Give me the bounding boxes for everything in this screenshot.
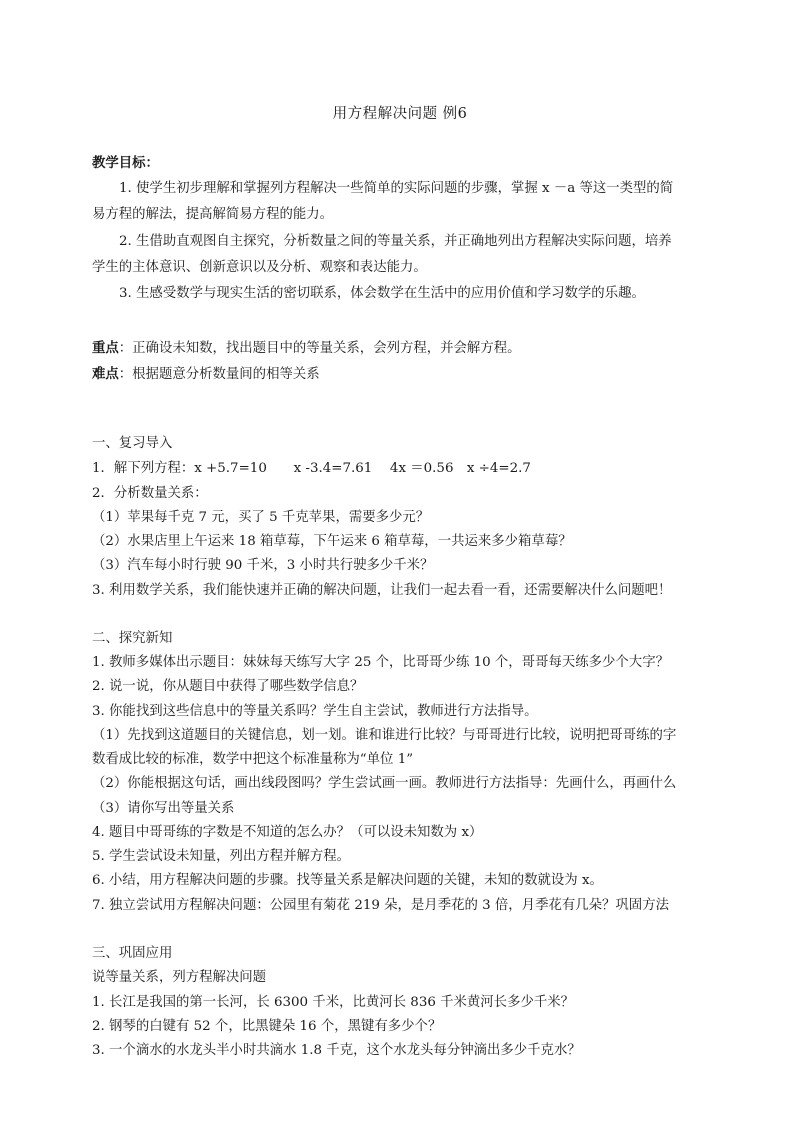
objectives-heading: 教学目标： — [92, 155, 159, 171]
practice-line: 1. 长江是我国的第一长河，长 6300 千米，比黄河长 836 千米黄河长多少千米？ — [92, 995, 575, 1010]
review-line: 2．分析数量关系： — [92, 486, 208, 501]
explore-line: 7. 独立尝试用方程解决问题：公园里有菊花 219 朵，是月季花的 3 倍，月季花有几朵？巩固方法 — [92, 898, 669, 913]
objective-line: 易方程的解法，提高解简易方程的能力。 — [92, 207, 334, 222]
review-line: （2）水果店里上午运来 18 箱草莓，下午运来 6 箱草莓，一共运来多少箱草莓？ — [92, 534, 572, 549]
difficulty-line — [92, 365, 712, 384]
focus-label: 重点 — [92, 340, 119, 356]
explore-line: （1）先找到这道题目的关键信息，划一划。谁和谁进行比较？与哥哥进行比较，说明把哥哥练的字 — [92, 728, 677, 743]
objective-line: 1. 使学生初步理解和掌握列方程解决一些简单的实际问题的步骤，掌握 x －a 等这一类型的简 — [119, 181, 674, 196]
explore-line: 4. 题目中哥哥练的字数是不知道的怎么办？（可以设未知数为 x） — [92, 825, 483, 840]
explore-line: 数看成比较的标准，数学中把这个标准量称为“单位 1” — [92, 752, 414, 767]
explore-line: 1. 教师多媒体出示题目：妹妹每天练写大字 25 个，比哥哥少练 10 个，哥哥每天练多少个大字？ — [92, 655, 669, 670]
explore-line: 6. 小结，用方程解决问题的步骤。找等量关系是解决问题的关键，未知的数就设为 x。 — [92, 873, 603, 888]
objective-line: 2. 生借助直观图自主探究，分析数量之间的等量关系，并正确地列出方程解决实际问题，培养 — [119, 234, 672, 249]
explore-line: 5. 学生尝试设未知量，列出方程并解方程。 — [92, 849, 351, 864]
difficulty-text: ：根据题意分析数量间的相等关系 — [118, 367, 320, 382]
objective-line: 3. 生感受数学与现实生活的密切联系，体会数学在生活中的应用价值和学习数学的乐趣。 — [119, 286, 645, 301]
practice-line: 说等量关系，列方程解决问题 — [92, 970, 267, 985]
focus-text: ：正确设未知数，找出题目中的等量关系，会列方程，并会解方程。 — [118, 341, 521, 356]
review-line: （3）汽车每小时行驶 90 千米，3 小时共行驶多少千米？ — [92, 558, 434, 573]
explore-line: 3. 你能找到这些信息中的等量关系吗？学生自主尝试，教师进行方法指导。 — [92, 704, 538, 719]
objective-line: 学生的主体意识、创新意识以及分析、观察和表达能力。 — [92, 260, 427, 275]
section-heading-explore: 二、探究新知 — [92, 631, 173, 646]
review-line: 3. 利用数学关系，我们能快速并正确的解决问题，让我们一起去看一看，还需要解决什么问题吧！ — [92, 583, 672, 598]
explore-line: （3）请你写出等量关系 — [92, 801, 235, 816]
focus-line — [92, 339, 712, 358]
page-title: 用方程解决问题 例6 — [332, 106, 468, 122]
explore-line: 2. 说一说，你从题目中获得了哪些数学信息？ — [92, 679, 364, 694]
practice-line: 3. 一个滴水的水龙头半小时共滴水 1.8 千克，这个水龙头每分钟滴出多少千克水？ — [92, 1043, 581, 1058]
review-line: 1．解下列方程：x +5.7=10 x -3.4=7.61 4x ＝0.56 x ÷4=2.7 — [92, 461, 531, 476]
section-heading-practice: 三、巩固应用 — [92, 946, 173, 961]
practice-line: 2. 钢琴的白键有 52 个，比黑键朵 16 个，黑键有多少个？ — [92, 1019, 442, 1034]
difficulty-label: 难点 — [92, 366, 119, 382]
review-line: （1）苹果每千克 7 元，买了 5 千克苹果，需要多少元？ — [92, 510, 430, 525]
explore-line: （2）你能根据这句话，画出线段图吗？学生尝试画一画。教师进行方法指导：先画什么，再画什么 — [92, 776, 677, 791]
section-heading-review: 一、复习导入 — [92, 436, 173, 451]
